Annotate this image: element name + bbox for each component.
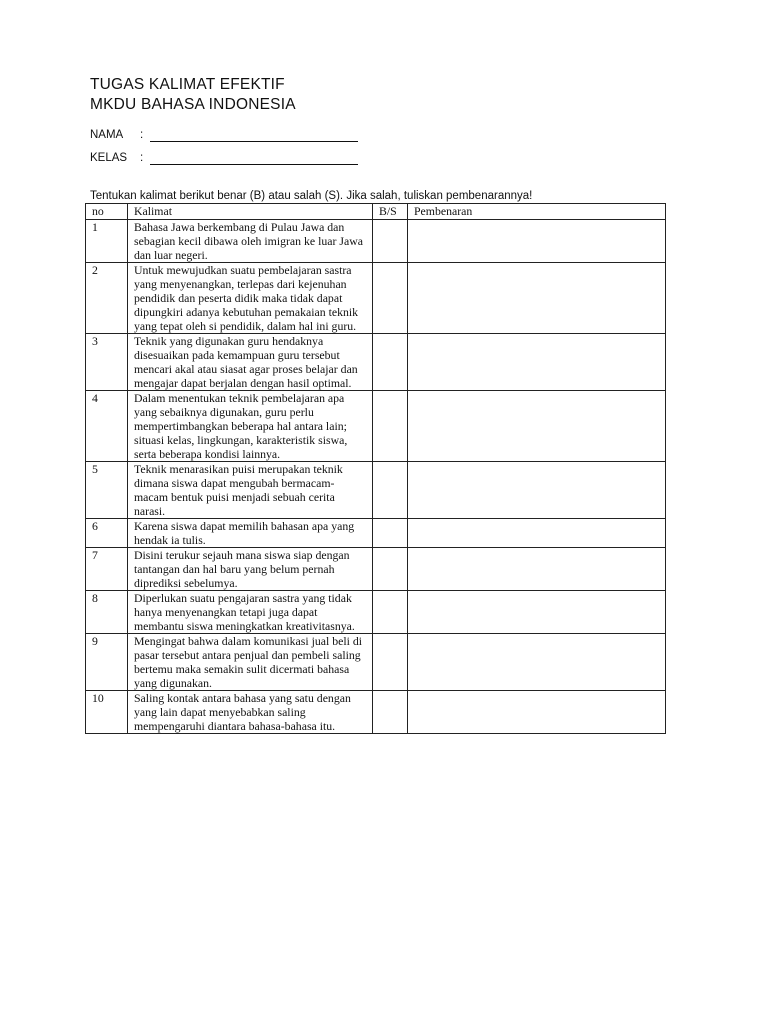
row-kalimat: Disini terukur sejauh mana siswa siap dengan tantangan dan hal baru yang belum pernah diprediksi sebelumya. [128,548,373,591]
row-pembenaran-cell [408,591,666,634]
row-pembenaran-cell [408,334,666,391]
table-header-row [86,204,666,220]
kelas-blank-line [150,152,358,165]
row-no: 1 [86,220,128,263]
row-pembenaran-cell [408,391,666,462]
document-subtitle: MKDU BAHASA INDONESIA [90,96,296,113]
row-bs-cell [373,220,408,263]
row-pembenaran-cell [408,519,666,548]
header-kalimat: Kalimat [128,204,373,220]
table-row [86,220,666,263]
table-row [86,263,666,334]
row-no: 2 [86,263,128,334]
row-kalimat: Mengingat bahwa dalam komunikasi jual beli di pasar tersebut antara penjual dan pembeli saling bertemu maka semakin sulit dicermati bahasa yang digunakan. [128,634,373,691]
instruction-text: Tentukan kalimat berikut benar (B) atau salah (S). Jika salah, tuliskan pembenarannya! [90,190,533,202]
row-kalimat: Dalam menentukan teknik pembelajaran apa yang sebaiknya digunakan, guru perlu mempertimbangkan beberapa hal antara lain; situasi kelas, lingkungan, karakteristik siswa, serta beberapa kondisi lainnya. [128,391,373,462]
table-row [86,634,666,691]
table-row [86,462,666,519]
row-pembenaran-cell [408,548,666,591]
header-no: no [86,204,128,220]
row-pembenaran-cell [408,462,666,519]
table-row [86,548,666,591]
row-kalimat: Untuk mewujudkan suatu pembelajaran sastra yang menyenangkan, terlepas dari kejenuhan pendidik dan peserta didik maka tidak dapat dipungkiri adanya kebutuhan pemakaian teknik yang tepat oleh si pendidik, dalam hal ini guru. [128,263,373,334]
row-bs-cell [373,548,408,591]
row-no: 8 [86,591,128,634]
document-title: TUGAS KALIMAT EFEKTIF [90,76,285,93]
row-no: 6 [86,519,128,548]
row-pembenaran-cell [408,634,666,691]
kelas-label: KELAS [90,152,128,164]
row-pembenaran-cell [408,691,666,734]
table-row [86,334,666,391]
row-kalimat: Karena siswa dapat memilih bahasan apa yang hendak ia tulis. [128,519,373,548]
exercise-table [85,203,666,734]
row-kalimat: Diperlukan suatu pengajaran sastra yang tidak hanya menyenangkan tetapi juga dapat membantu siswa meningkatkan kreativitasnya. [128,591,373,634]
kelas-colon: : [140,152,144,164]
row-bs-cell [373,634,408,691]
nama-label: NAMA [90,129,124,141]
row-pembenaran-cell [408,263,666,334]
row-bs-cell [373,519,408,548]
row-no: 10 [86,691,128,734]
row-no: 7 [86,548,128,591]
row-kalimat: Teknik menarasikan puisi merupakan teknik dimana siswa dapat mengubah bermacam-macam bentuk puisi menjadi sebuah cerita narasi. [128,462,373,519]
table-row [86,591,666,634]
row-no: 3 [86,334,128,391]
row-bs-cell [373,691,408,734]
row-kalimat: Saling kontak antara bahasa yang satu dengan yang lain dapat menyebabkan saling mempengaruhi diantara bahasa-bahasa itu. [128,691,373,734]
table-row [86,691,666,734]
row-pembenaran-cell [408,220,666,263]
nama-field [90,128,358,142]
table-row [86,391,666,462]
row-kalimat: Bahasa Jawa berkembang di Pulau Jawa dan sebagian kecil dibawa oleh imigran ke luar Jawa dan luar negeri. [128,220,373,263]
nama-blank-line [150,129,358,142]
row-bs-cell [373,334,408,391]
header-bs: B/S [373,204,408,220]
table-row [86,519,666,548]
row-bs-cell [373,263,408,334]
row-kalimat: Teknik yang digunakan guru hendaknya disesuaikan pada kemampuan guru tersebut mencari akal atau siasat agar proses belajar dan mengajar dapat berjalan dengan hasil optimal. [128,334,373,391]
row-no: 9 [86,634,128,691]
nama-colon: : [140,129,144,141]
row-bs-cell [373,591,408,634]
kelas-field [90,151,358,165]
row-no: 5 [86,462,128,519]
header-pembenaran: Pembenaran [408,204,666,220]
row-bs-cell [373,462,408,519]
row-no: 4 [86,391,128,462]
row-bs-cell [373,391,408,462]
